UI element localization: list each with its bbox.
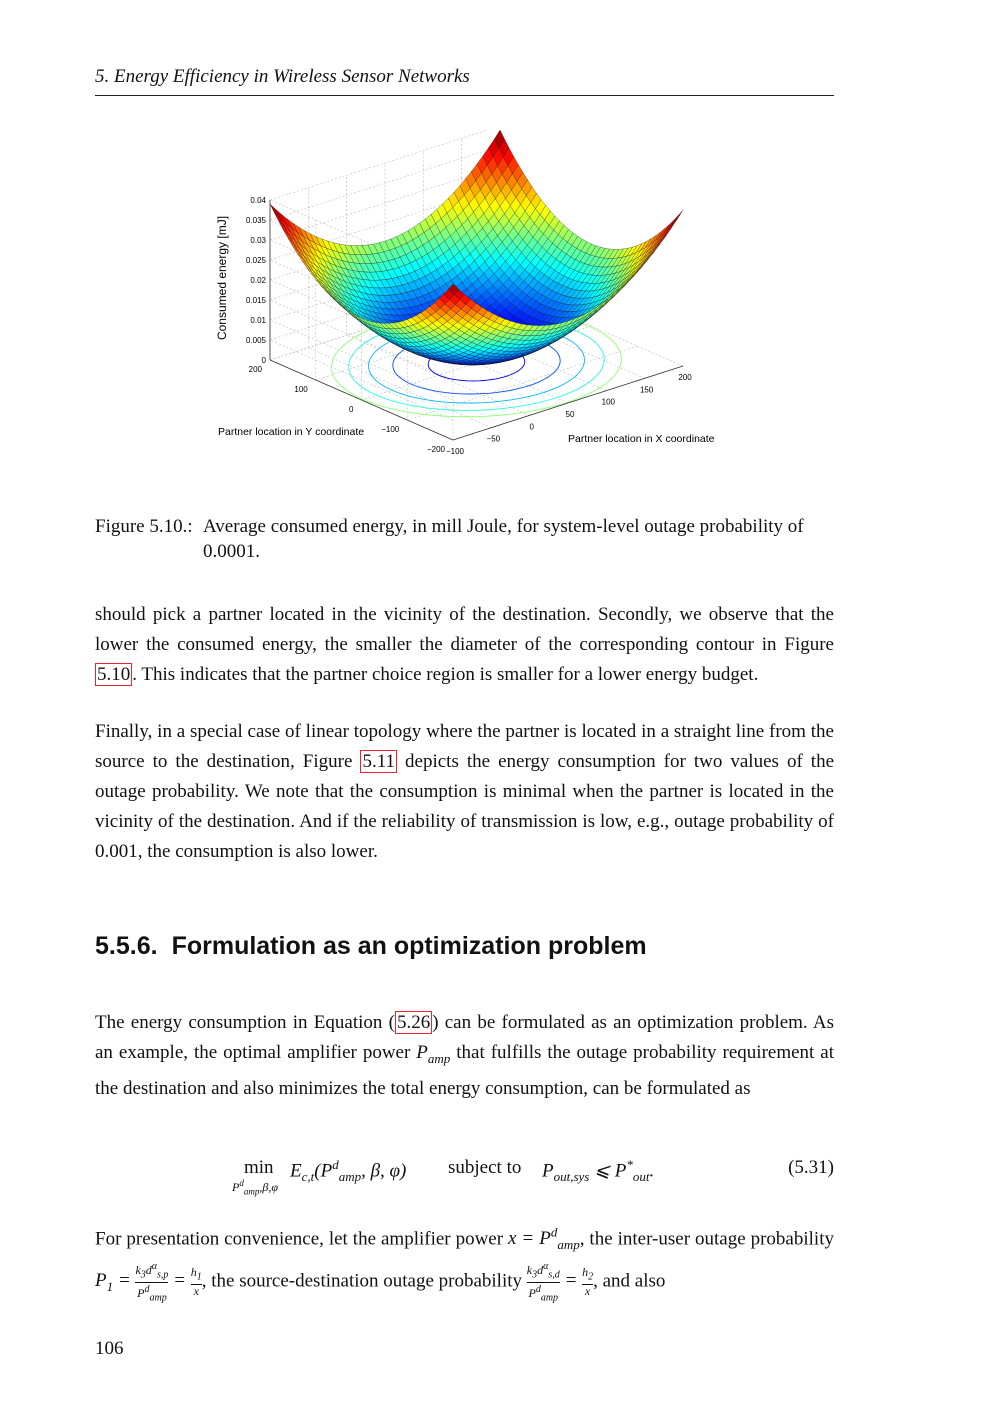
para1-text-b: . This indicates that the partner choice region is smaller for a lower energy budget.: [132, 664, 759, 685]
section-number: 5.5.6.: [95, 932, 158, 960]
y-tick-label: 0: [349, 405, 354, 414]
eq-min: min: [244, 1157, 274, 1178]
surface-patch: [668, 215, 678, 229]
para2-text-b: depicts the energy consumption for two values of the outage probability. We note that the consumption is minimal when the partner is located in the vicinity of the destination. And if the reliability of transmission is low, e.g., outage probability of 0.001, the consumption is also lower.: [95, 751, 835, 862]
running-title: 5. Energy Efficiency in Wireless Sensor Networks: [95, 66, 470, 87]
running-header: [95, 64, 834, 96]
figure-ref-5-11[interactable]: 5.11: [362, 751, 395, 772]
figure-surface-plot: [195, 130, 735, 460]
y-tick-label: −100: [381, 425, 400, 434]
math-p1-fraction: $P_1$ = $k_3d^\alpha_{s,p}$ $P^d_{amp}$ = $\frac{h_1}{x}$: [95, 1261, 202, 1303]
x-tick-label: 150: [639, 385, 654, 395]
x-tick-label: 100: [601, 397, 616, 407]
z-tick-label: 0.025: [245, 256, 266, 265]
y-tick-label: 100: [294, 385, 308, 394]
z-tick-label: 0.02: [250, 276, 266, 285]
z-tick-label: 0.035: [245, 216, 266, 225]
eq-objective: $E_{c,t}(P^d_{amp}$, β, φ): [290, 1157, 407, 1185]
para1-text-a: should pick a partner located in the vicinity of the destination. Secondly, we observe that the lower the consumed energy, the smaller the diameter of the corresponding contour in Figure: [95, 604, 834, 655]
caption-text: Average consumed energy, in mill Joule, for system-level outage probability of 0.0001.: [203, 516, 804, 562]
x-tick-label: 0: [529, 422, 534, 432]
paragraph-partner-vicinity: [95, 600, 834, 690]
x-tick-label: −100: [445, 447, 465, 456]
math-sd-fraction: $k_3d^\alpha_{s,d}$ $P^d_{amp}$ = $\frac{h_2}{x}$: [526, 1261, 594, 1303]
paragraph-linear-topology: [95, 717, 834, 867]
eq-constraint: $P_{out,sys}$ ⩽ $P^*_{out}$.: [542, 1157, 655, 1185]
z-tick-label: 0.01: [250, 316, 266, 325]
math-x-eq-pamp: $x = P^d_{amp}$: [508, 1225, 580, 1253]
x-tick-label: 50: [565, 410, 575, 419]
para4-text-a: For presentation convenience, let the amplifier power: [95, 1228, 509, 1250]
z-tick-label: 0.03: [250, 236, 266, 245]
y-tick-label: 200: [248, 365, 262, 374]
equation-5-31: [230, 1152, 834, 1202]
surface-patch: [270, 204, 280, 219]
eq-subject-to: subject to: [448, 1157, 522, 1178]
equation-ref-5-26[interactable]: 5.26: [396, 1012, 431, 1033]
y-axis-label: Partner location in Y coordinate: [218, 426, 365, 438]
z-tick-label: 0.005: [245, 336, 266, 345]
figure-ref-5-10[interactable]: 5.10: [97, 664, 131, 685]
page-number: 106: [95, 1338, 124, 1359]
paragraph-presentation: [95, 1218, 834, 1304]
para2-text-a: Finally, in a special case of linear topology where the partner is located in a straight line from the source to the destination, Figure: [95, 721, 834, 772]
z-tick-label: 0.015: [245, 296, 266, 305]
eq-min-subscript: $P^d_{amp},\beta,\varphi$: [232, 1178, 278, 1197]
surface-plot-svg: [195, 130, 735, 460]
energy-surface: [270, 130, 683, 365]
z-tick-label: 0.04: [250, 196, 266, 205]
section-heading: [95, 932, 647, 961]
caption-label: Figure 5.10.:: [95, 516, 193, 537]
var-p-amp: $P_{amp}$: [416, 1042, 451, 1066]
para4-text-d: , and also: [593, 1270, 666, 1292]
surface-patch: [673, 210, 683, 224]
para3-text-c: that fulfills the outage probability requirement at the destination and also minimizes the total energy consumption, can be formulated as: [95, 1042, 835, 1099]
z-tick-label: 0: [261, 356, 266, 365]
z-axis-label: Consumed energy [mJ]: [215, 215, 229, 341]
para4-text-c: , the source-destination outage probability: [201, 1270, 527, 1292]
para3-text-b: ) can be formulated as an optimization problem. As an example, the optimal amplifier power: [95, 1012, 834, 1063]
x-axis-line: [453, 366, 683, 440]
x-tick-label: 200: [678, 373, 692, 382]
section-title: Formulation as an optimization problem: [171, 932, 647, 960]
para3-text-a: The energy consumption in Equation (: [95, 1012, 395, 1033]
x-tick-label: −50: [486, 434, 501, 444]
equation-number: (5.31): [788, 1157, 834, 1178]
para4-text-b: , the inter-user outage probability: [579, 1228, 834, 1250]
y-tick-label: −200: [426, 445, 445, 454]
paragraph-optimization: [95, 1008, 834, 1104]
x-axis-label: Partner location in X coordinate: [568, 433, 715, 445]
